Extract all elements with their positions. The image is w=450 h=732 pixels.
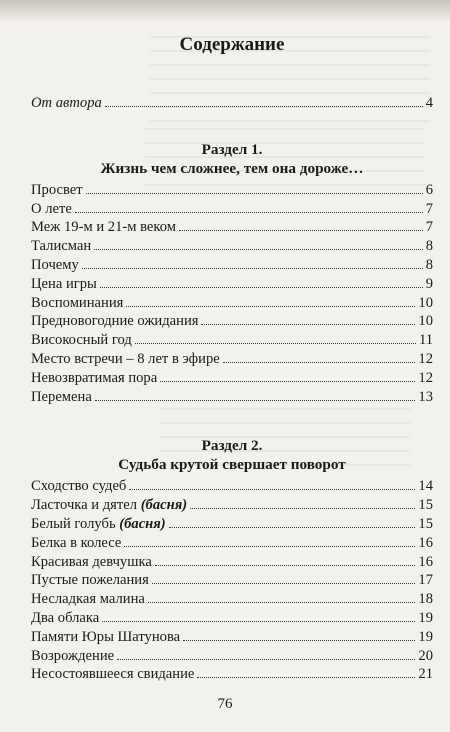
toc-entry-label: Возрождение: [31, 647, 115, 664]
toc-entry-page: 13: [418, 388, 433, 405]
toc-entry-label: От автора: [31, 95, 102, 111]
toc-entry-label: Високосный год: [31, 332, 132, 349]
table-of-contents: [31, 34, 433, 684]
dot-leader: [86, 193, 423, 194]
dot-leader: [129, 489, 415, 490]
dot-leader: [126, 306, 415, 307]
toc-entry-page: 21: [418, 666, 433, 683]
toc-entry-page: 11: [418, 332, 433, 349]
toc-entry: [31, 181, 433, 200]
toc-entry-label: Два облака: [31, 609, 100, 626]
toc-entry: [31, 628, 433, 647]
toc-entry-page: 19: [418, 628, 433, 645]
dot-leader: [183, 640, 415, 641]
dot-leader: [82, 268, 423, 269]
toc-entry: [31, 275, 433, 294]
toc-entry-page: 14: [418, 478, 433, 495]
toc-entry-page: 8: [425, 256, 433, 273]
toc-entry-label: О лете: [31, 200, 72, 217]
toc-entry-page: 10: [418, 313, 433, 330]
toc-entry-page: 16: [418, 553, 433, 570]
section-1-heading: Раздел 1.: [201, 140, 263, 158]
toc-entry: [31, 553, 433, 572]
toc-entry-label: Памяти Юры Шатунова: [31, 628, 181, 645]
toc-entry-label: Белка в колесе: [31, 534, 122, 551]
toc-entry-label: Белый голубь: [31, 515, 116, 532]
dot-leader: [148, 602, 416, 603]
toc-entry-page: 6: [425, 181, 433, 198]
toc-entry: [31, 477, 433, 496]
toc-entry-page: 8: [425, 238, 433, 255]
toc-entry: [31, 237, 433, 256]
dot-leader: [152, 583, 416, 584]
toc-entry: [31, 496, 433, 515]
toc-entry: [31, 200, 433, 219]
toc-entry-label: Перемена: [31, 388, 92, 405]
section-2-list: [31, 477, 433, 684]
toc-entry: [31, 571, 433, 590]
dot-leader: [75, 212, 423, 213]
toc-entry: [31, 218, 433, 237]
dot-leader: [201, 324, 415, 325]
toc-entry-label: Ласточка и дятел: [31, 497, 138, 514]
toc-entry: [31, 331, 433, 350]
toc-entry-label: Меж 19-м и 21-м веком: [31, 219, 177, 236]
toc-entry-page: 20: [418, 647, 433, 664]
dot-leader: [95, 400, 416, 401]
toc-entry: [31, 350, 433, 369]
toc-entry: [31, 647, 433, 666]
dot-leader: [117, 659, 415, 660]
toc-entry-label: Место встречи – 8 лет в эфире: [31, 350, 220, 367]
toc-entry-page: 19: [418, 609, 433, 626]
toc-entry-label: Пустые пожелания: [31, 572, 149, 589]
toc-entry-page: 16: [418, 534, 433, 551]
dot-leader: [100, 287, 423, 288]
toc-entry: [31, 609, 433, 628]
toc-entry-label: Предновогодние ожидания: [31, 313, 199, 330]
dot-leader: [102, 621, 415, 622]
toc-entry-label: Просвет: [31, 181, 83, 198]
toc-entry-label: Цена игры: [31, 275, 97, 292]
toc-entry: [31, 312, 433, 331]
toc-entry: [31, 388, 433, 407]
toc-entry-page: 12: [418, 369, 433, 386]
toc-entry-page: 12: [418, 350, 433, 367]
toc-entry-label: Сходство судеб: [31, 478, 127, 495]
toc-entry-page: 10: [418, 294, 433, 311]
toc-entry: [31, 294, 433, 313]
toc-entry-page: 15: [418, 497, 433, 514]
toc-entry-genre-note: (басня): [119, 515, 166, 532]
page-number: 76: [217, 696, 233, 712]
dot-leader: [223, 362, 416, 363]
toc-entry-genre-note: (басня): [140, 497, 188, 514]
toc-entry-page: 9: [425, 275, 433, 292]
dot-leader: [179, 230, 423, 231]
toc-entry-label: Несостоявшееся свидание: [31, 666, 195, 683]
toc-entry-page: 4: [425, 95, 433, 111]
toc-entry-intro: [31, 94, 433, 113]
toc-entry: [31, 256, 433, 275]
section-1-list: [31, 181, 433, 407]
dot-leader: [124, 546, 415, 547]
section-2-title: Судьба крутой свершает поворот: [118, 456, 346, 474]
toc-entry: [31, 515, 433, 534]
toc-entry-label: Почему: [31, 256, 79, 273]
section-1-title: Жизнь чем сложнее, тем она дороже…: [100, 159, 364, 177]
toc-entry-page: 17: [418, 572, 433, 589]
toc-entry: [31, 369, 433, 388]
dot-leader: [155, 565, 416, 566]
toc-entry-label: Несладкая малина: [31, 591, 145, 608]
dot-leader: [105, 106, 423, 107]
toc-entry-page: 7: [425, 200, 433, 217]
toc-entry: [31, 590, 433, 609]
toc-entry: [31, 534, 433, 553]
toc-entry-label: Воспоминания: [31, 294, 124, 311]
toc-entry-label: Невозвратимая пора: [31, 369, 158, 386]
page-title: Содержание: [179, 34, 285, 55]
page-top-shadow: [0, 0, 450, 20]
dot-leader: [190, 508, 415, 509]
section-2-heading: Раздел 2.: [201, 437, 263, 455]
toc-entry-page: 15: [418, 515, 433, 532]
dot-leader: [197, 677, 415, 678]
dot-leader: [94, 249, 423, 250]
dot-leader: [135, 343, 416, 344]
dot-leader: [160, 381, 415, 382]
toc-entry-label: Красивая девчушка: [31, 553, 152, 570]
toc-entry: [31, 665, 433, 684]
dot-leader: [169, 527, 416, 528]
toc-entry-page: 7: [425, 219, 433, 236]
toc-entry-label: Талисман: [31, 238, 92, 255]
toc-entry-page: 18: [418, 591, 433, 608]
